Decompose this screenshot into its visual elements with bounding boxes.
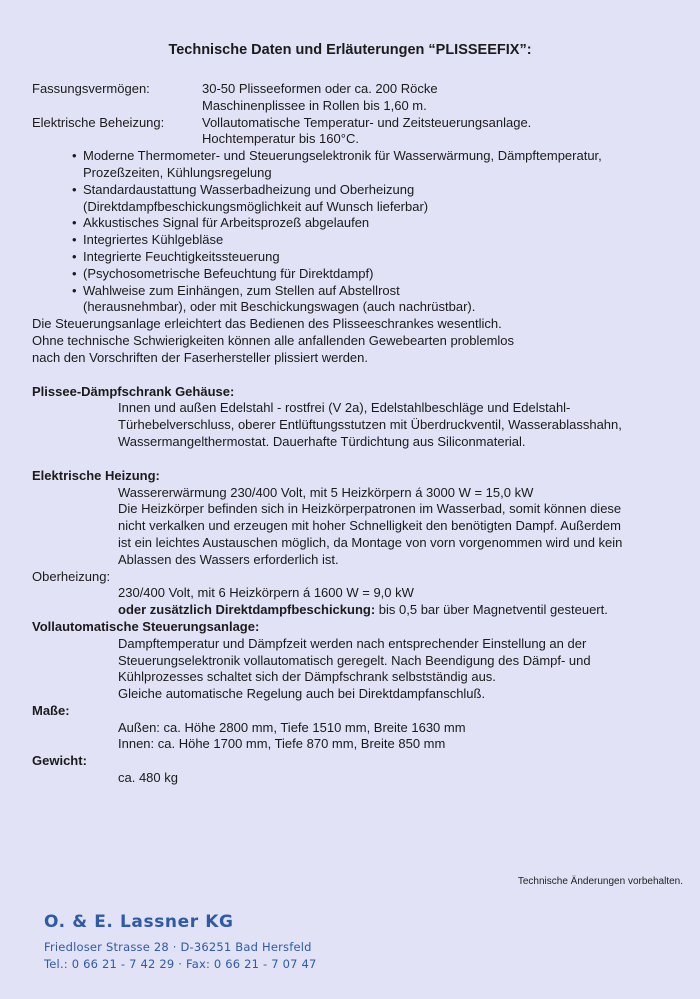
feature-text: Standardaustattung Wasserbadheizung und Oberheizung (83, 181, 415, 197)
control-text (32, 636, 682, 703)
weight-value: ca. 480 kg (118, 770, 178, 786)
housing-line: Türhebelverschluss, oberer Entlüftungsstutzen mit Überdruckventil, Wasserablasshahn, (118, 417, 622, 433)
dimensions-outer: Außen: ca. Höhe 2800 mm, Tiefe 1510 mm, Breite 1630 mm (118, 719, 466, 735)
feature-list (32, 148, 682, 316)
top-heating-line: 230/400 Volt, mit 6 Heizkörpern á 1600 W = 9,0 kW (118, 585, 414, 601)
electric-line: Wassererwärmung 230/400 Volt, mit 5 Heizkörpern á 3000 W = 15,0 kW (118, 484, 534, 500)
control-line: Dampftemperatur und Dämpfzeit werden nach entsprechender Einstellung an der (118, 635, 587, 651)
control-line: Kühlprozesses schaltet sich der Dämpfschrank selbstständig aus. (118, 669, 496, 685)
feature-item (72, 283, 682, 317)
feature-item (72, 182, 682, 216)
feature-item (72, 266, 682, 283)
feature-text: Wahlweise zum Einhängen, zum Stellen auf Abstellrost (83, 282, 400, 298)
intro-line: Ohne technische Schwierigkeiten können alle anfallenden Gewebearten problemlos (32, 332, 515, 348)
feature-text: Integrierte Feuchtigkeitssteuerung (83, 248, 280, 264)
feature-text-cont: Prozeßzeiten, Kühlungsregelung (83, 164, 272, 180)
company-name: O. & E. Lassner KG (44, 912, 234, 932)
company-address: Friedloser Strasse 28 · D-36251 Bad Hersfeld (44, 940, 312, 954)
spec-row-heating (32, 115, 682, 132)
electric-text (32, 485, 682, 569)
capacity-value: 30-50 Plisseeformen oder ca. 200 Röcke (202, 81, 438, 96)
feature-item (72, 215, 682, 232)
dimensions-text (32, 720, 682, 754)
direct-steam-line (118, 602, 682, 619)
company-phone: Tel.: 0 66 21 - 7 42 29 · Fax: 0 66 21 - 7 07 47 (44, 957, 317, 971)
housing-text (32, 400, 682, 450)
feature-item (72, 148, 682, 182)
direct-steam-label: oder zusätzlich Direktdampfbeschickung: (118, 602, 376, 618)
feature-text: (Psychosometrische Befeuchtung für Direktdampf) (83, 265, 374, 281)
intro-line: Die Steuerungsanlage erleichtert das Bedienen des Plisseeschrankes wesentlich. (32, 316, 502, 332)
electric-line: nicht verkalken und erzeugen mit hoher Schnelligkeit den benötigten Dampf. Außerdem (118, 518, 621, 534)
feature-text: Moderne Thermometer- und Steuerungselektronik für Wasserwärmung, Dämpftemperatur, (83, 148, 602, 164)
housing-line: Innen und außen Edelstahl - rostfrei (V 2a), Edelstahlbeschläge und Edelstahl- (118, 400, 571, 416)
electric-line: ist ein leichtes Austauschen möglich, da Montage von vorn vorgenommen wird und kein (118, 534, 623, 550)
dimensions-heading: Maße: (32, 702, 70, 718)
spacer (32, 451, 682, 468)
capacity-label: Fassungsvermögen: (32, 81, 150, 96)
intro-line: nach den Vorschriften der Faserhersteller plissiert werden. (32, 349, 368, 365)
feature-text-cont: (Direktdampfbeschickungsmöglichkeit auf Wunsch lieferbar) (83, 198, 429, 214)
electric-line: Ablassen des Wassers erforderlich ist. (118, 551, 339, 567)
weight-text (32, 770, 682, 787)
feature-item (72, 249, 682, 266)
footer (44, 912, 317, 971)
control-line: Steuerungselektronik vollautomatisch geregelt. Nach Beendigung des Dämpf- und (118, 652, 591, 668)
page-title: Technische Daten und Erläuterungen “PLISSEEFIX”: (168, 42, 532, 58)
spacer (32, 367, 682, 384)
capacity-value-cont: Maschinenplissee in Rollen bis 1,60 m. (202, 97, 427, 113)
changes-note: Technische Änderungen vorbehalten. (517, 876, 683, 887)
top-heating-text (32, 585, 682, 619)
direct-steam-value: bis 0,5 bar über Magnetventil gesteuert. (375, 602, 608, 618)
weight-heading: Gewicht: (32, 753, 87, 769)
heating-value: Vollautomatische Temperatur- und Zeitsteuerungsanlage. (202, 114, 532, 130)
housing-line: Wassermangelthermostat. Dauerhafte Türdichtung aus Siliconmaterial. (118, 433, 526, 449)
top-heating-heading: Oberheizung: (32, 568, 111, 584)
feature-text-cont: (herausnehmbar), oder mit Beschickungswagen (auch nachrüstbar). (83, 299, 476, 315)
control-line: Gleiche automatische Regelung auch bei Direktdampfanschluß. (118, 686, 486, 702)
housing-heading: Plissee-Dämpfschrank Gehäuse: (32, 383, 235, 399)
electric-heading: Elektrische Heizung: (32, 467, 160, 483)
feature-text: Integriertes Kühlgebläse (83, 232, 224, 248)
heating-label: Elektrische Beheizung: (32, 114, 165, 130)
document-body (32, 81, 682, 787)
electric-line: Die Heizkörper befinden sich in Heizkörperpatronen im Wasserbad, somit können diese (118, 501, 622, 517)
spec-row-capacity (32, 81, 682, 98)
intro-paragraph (32, 316, 682, 366)
feature-item (72, 232, 682, 249)
control-heading: Vollautomatische Steuerungsanlage: (32, 618, 260, 634)
heating-value-cont: Hochtemperatur bis 160°C. (202, 131, 359, 147)
dimensions-inner: Innen: ca. Höhe 1700 mm, Tiefe 870 mm, Breite 850 mm (118, 736, 446, 752)
feature-text: Akkustisches Signal für Arbeitsprozeß abgelaufen (83, 215, 370, 231)
